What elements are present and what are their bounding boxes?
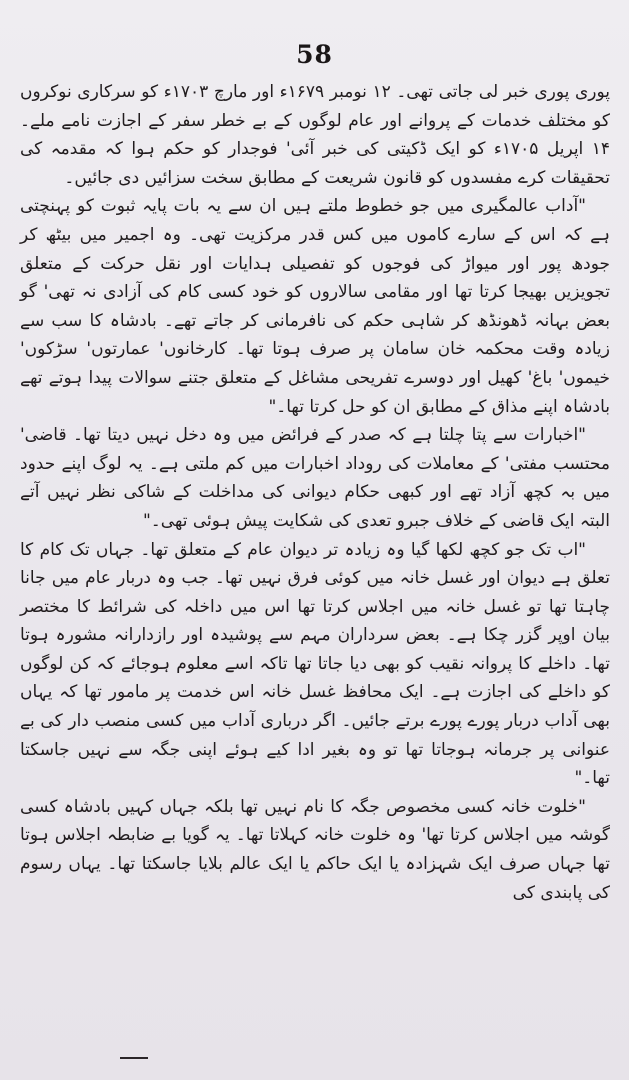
paragraph-3: "اخبارات سے پتا چلتا ہے کہ صدر کے فرائض میں وہ دخل نہیں دیتا تھا۔ قاضی' محتسب مفتی' کے معاملات کی روداد اخبارات میں کم ملتی ہے۔ یہ لوگ اپنے حدود میں بہ کچھ آزاد تھے اور کبھی حکام دیوانی کی مداخلت کے شاکی نظر نہیں آتے البتہ ایک قاضی کے خلاف جبرو تعدی کی شکایت پیش ہوئی تھی۔" xyxy=(20,425,610,531)
footer-dash-mark xyxy=(120,1057,148,1059)
page-body-text xyxy=(20,78,610,907)
paragraph-5: "خلوت خانہ کسی مخصوص جگہ کا نام نہیں تھا بلکہ جہاں کہیں بادشاہ کسی گوشہ میں اجلاس کرتا تھا' وہ خلوت خانہ کہلاتا تھا۔ یہ گویا بے ضابطہ اجلاس ہوتا تھا جہاں صرف ایک شہزادہ یا ایک حاکم یا ایک عالم بلایا جاسکتا تھا۔ یہاں رسوم کی پابندی کی xyxy=(20,796,610,903)
paragraph-2: "آداب عالمگیری میں جو خطوط ملتے ہیں ان سے یہ بات پایہ ثبوت کو پہنچتی ہے کہ اس کے سارے کاموں میں کس قدر مرکزیت تھی۔ وہ اجمیر میں بیٹھ کر جودھ پور اور میواڑ کی فوجوں کو تفصیلی ہدایات اور نقل حرکت کے متعلق تجویزیں بھیجا کرتا تھا اور مقامی سالاروں کو خود کسی کام کی آزادی نہ تھی' گو بعض بہانہ ڈھونڈھ کر شاہی حکم کی نافرمانی کر جاتے تھے۔ بادشاہ کا سب سے زیادہ وقت محکمہ خان سامان پر صرف ہوتا تھا۔ کارخانوں' عمارتوں' سڑکوں' خیموں' باغ' کھیل اور دوسرے تفریحی مشاغل کے متعلق جتنے سوالات پیدا ہوتے تھے بادشاہ اپنے مذاق کے مطابق ان کو حل کرتا تھا۔" xyxy=(20,196,610,417)
page-number: 58 xyxy=(296,40,333,69)
paragraph-1: پوری پوری خبر لی جاتی تھی۔ ۱۲ نومبر ۱۶۷۹ء اور مارچ ۱۷۰۳ء کو سرکاری نوکروں کو مختلف خدمات کے پروانے اور عام لوگوں کے بے خطر سفر کے اجازت نامے ملے۔ ۱۴ اپریل ۱۷۰۵ء کو ایک ڈکیتی کی خبر آئی' فوجدار کو حکم ہوا کہ مقدمہ کی تحقیقات کرے مفسدوں کو قانون شریعت کے مطابق سخت سزائیں دی جائیں۔ xyxy=(20,82,610,188)
paragraph-4: "اب تک جو کچھ لکھا گیا وہ زیادہ تر دیوان عام کے متعلق تھا۔ جہاں تک کام کا تعلق ہے دیوان اور غسل خانہ میں کوئی فرق نہیں تھا۔ جب وہ دربار عام میں جانا چاہتا تھا تو غسل خانہ میں اجلاس کرتا تھا اس میں داخلہ کی شرائط کا مختصر بیان اوپر گزر چکا ہے۔ بعض سرداران مہم سے پوشیدہ اور رازدارانہ مشورہ ہوتا تھا۔ داخلے کا پروانہ نقیب کو بھی دیا جاتا تھا تاکہ اسے معلوم ہوجائے کہ کن لوگوں کو داخلے کی اجازت ہے۔ ایک محافظ غسل خانہ اس خدمت پر مامور تھا کہ یہاں بھی آداب دربار پورے پورے برتے جائیں۔ اگر درباری آداب میں کسی منصب دار کی بے عنوانی پر جرمانہ ہوجاتا تھا تو وہ بغیر ادا کیے ہوئے اپنی جگہ سے نہیں جاسکتا تھا۔" xyxy=(20,539,610,789)
